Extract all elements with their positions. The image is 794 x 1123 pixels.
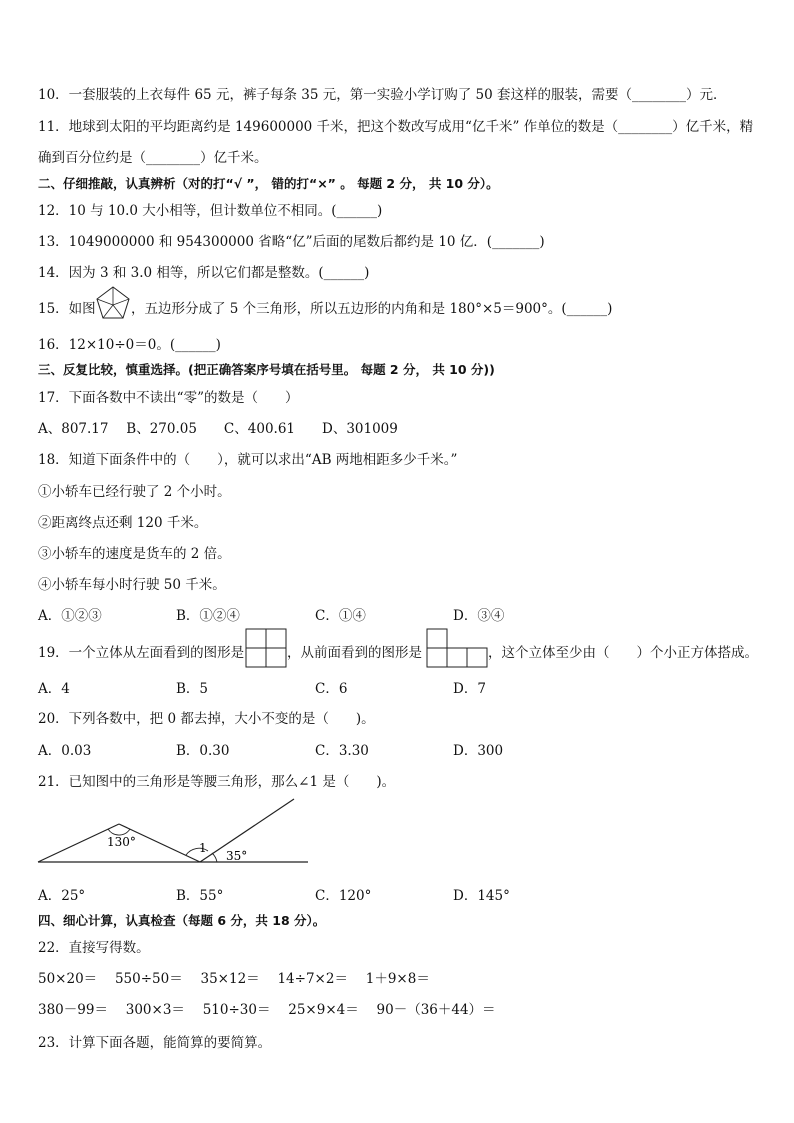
angle-35-label: 35°	[226, 849, 248, 863]
option-a: A．①②③	[38, 608, 102, 624]
option-c: C．6	[315, 681, 348, 697]
question-17-options: A、807.17 B、270.05 C、400.61 D、301009	[38, 421, 398, 437]
triangle-angle-figure	[36, 798, 311, 868]
section-3-heading: 三、反复比较，慎重选择。(把正确答案序号填在括号里。 每题 2 分， 共 10 分))	[38, 362, 495, 377]
condition-3: ③小轿车的速度是货车的 2 倍。	[38, 546, 231, 562]
question-15-prefix: 15．如图	[38, 301, 96, 317]
apex-angle-label: 130°	[107, 835, 136, 849]
condition-1: ①小轿车已经行驶了 2 个小时。	[38, 484, 231, 500]
option-a: A．4	[38, 681, 70, 697]
angle-35-arc	[212, 853, 217, 862]
question-14: 14．因为 3 和 3.0 相等，所以它们都是整数。(______)	[38, 265, 370, 281]
question-19-suffix: ，这个立体至少由（ ）个小正方体搭成。	[488, 645, 758, 661]
question-15-suffix: ，五边形分成了 5 个三角形，所以五边形的内角和是 180°×5＝900°。(______)	[131, 301, 613, 317]
calc-row-1: 50×20＝ 550÷50＝ 35×12＝ 14÷7×2＝ 1＋9×8＝	[38, 971, 430, 987]
condition-4: ④小轿车每小时行驶 50 千米。	[38, 577, 226, 593]
calc-row-2: 380－99＝ 300×3＝ 510÷30＝ 25×9×4＝ 90－（36＋44）＝	[38, 1002, 496, 1018]
question-20: 20．下列各数中，把 0 都去掉，大小不变的是（ )。	[38, 711, 375, 727]
left-view-figure	[245, 628, 287, 668]
question-19-middle: ，从前面看到的图形是	[287, 645, 422, 661]
question-17: 17．下面各数中不读出“零”的数是（ ）	[38, 390, 299, 406]
section-2-heading: 二、仔细推敲，认真辨析（对的打“√ ”， 错的打“×” 。 每题 2 分， 共 10 分）。	[38, 176, 499, 191]
question-22: 22．直接写得数。	[38, 940, 150, 956]
question-23: 23．计算下面各题，能简算的要简算。	[38, 1035, 272, 1051]
question-18: 18．知道下面条件中的（ ），就可以求出“AB 两地相距多少千米。”	[38, 452, 458, 468]
option-d: D．300	[453, 743, 504, 759]
option-c: C．120°	[315, 888, 372, 904]
question-16: 16．12×10÷0＝0。(______)	[38, 337, 221, 353]
front-view-figure	[426, 628, 488, 668]
question-19-prefix: 19．一个立体从左面看到的图形是	[38, 645, 245, 661]
option-a: A．0.03	[38, 743, 92, 759]
question-12: 12．10 与 10.0 大小相等，但计数单位不相同。(______)	[38, 203, 383, 219]
option-d: D．145°	[453, 888, 510, 904]
option-b: B．0.30	[176, 743, 230, 759]
pentagon-figure	[95, 285, 131, 321]
question-15	[38, 297, 96, 317]
question-21: 21．已知图中的三角形是等腰三角形，那么∠1 是（ )。	[38, 774, 396, 790]
option-b: B．5	[176, 681, 209, 697]
question-10: 10．一套服装的上衣每件 65 元，裤子每条 35 元，第一实验小学订购了 50 套这样的服装，需要（________）元．	[38, 87, 727, 103]
option-a: A．25°	[38, 888, 86, 904]
option-d: D．7	[453, 681, 486, 697]
question-11-line-1: 11．地球到太阳的平均距离约是 149600000 千米，把这个数改写成用“亿千米” 作单位的数是（________）亿千米，精	[38, 119, 754, 135]
question-13: 13．1049000000 和 954300000 省略“亿”后面的尾数后都约是 10 亿．(_______)	[38, 234, 545, 250]
option-c: C．①④	[315, 608, 366, 624]
question-11-line-2: 确到百分位约是（________）亿千米。	[38, 150, 268, 166]
option-d: D．③④	[453, 608, 505, 624]
section-4-heading: 四、细心计算，认真检查（每题 6 分，共 18 分）。	[38, 913, 326, 928]
option-b: B．①②④	[176, 608, 240, 624]
condition-2: ②距离终点还剩 120 千米。	[38, 515, 208, 531]
angle-1-label: 1	[199, 841, 207, 855]
option-b: B．55°	[176, 888, 224, 904]
option-c: C．3.30	[315, 743, 369, 759]
